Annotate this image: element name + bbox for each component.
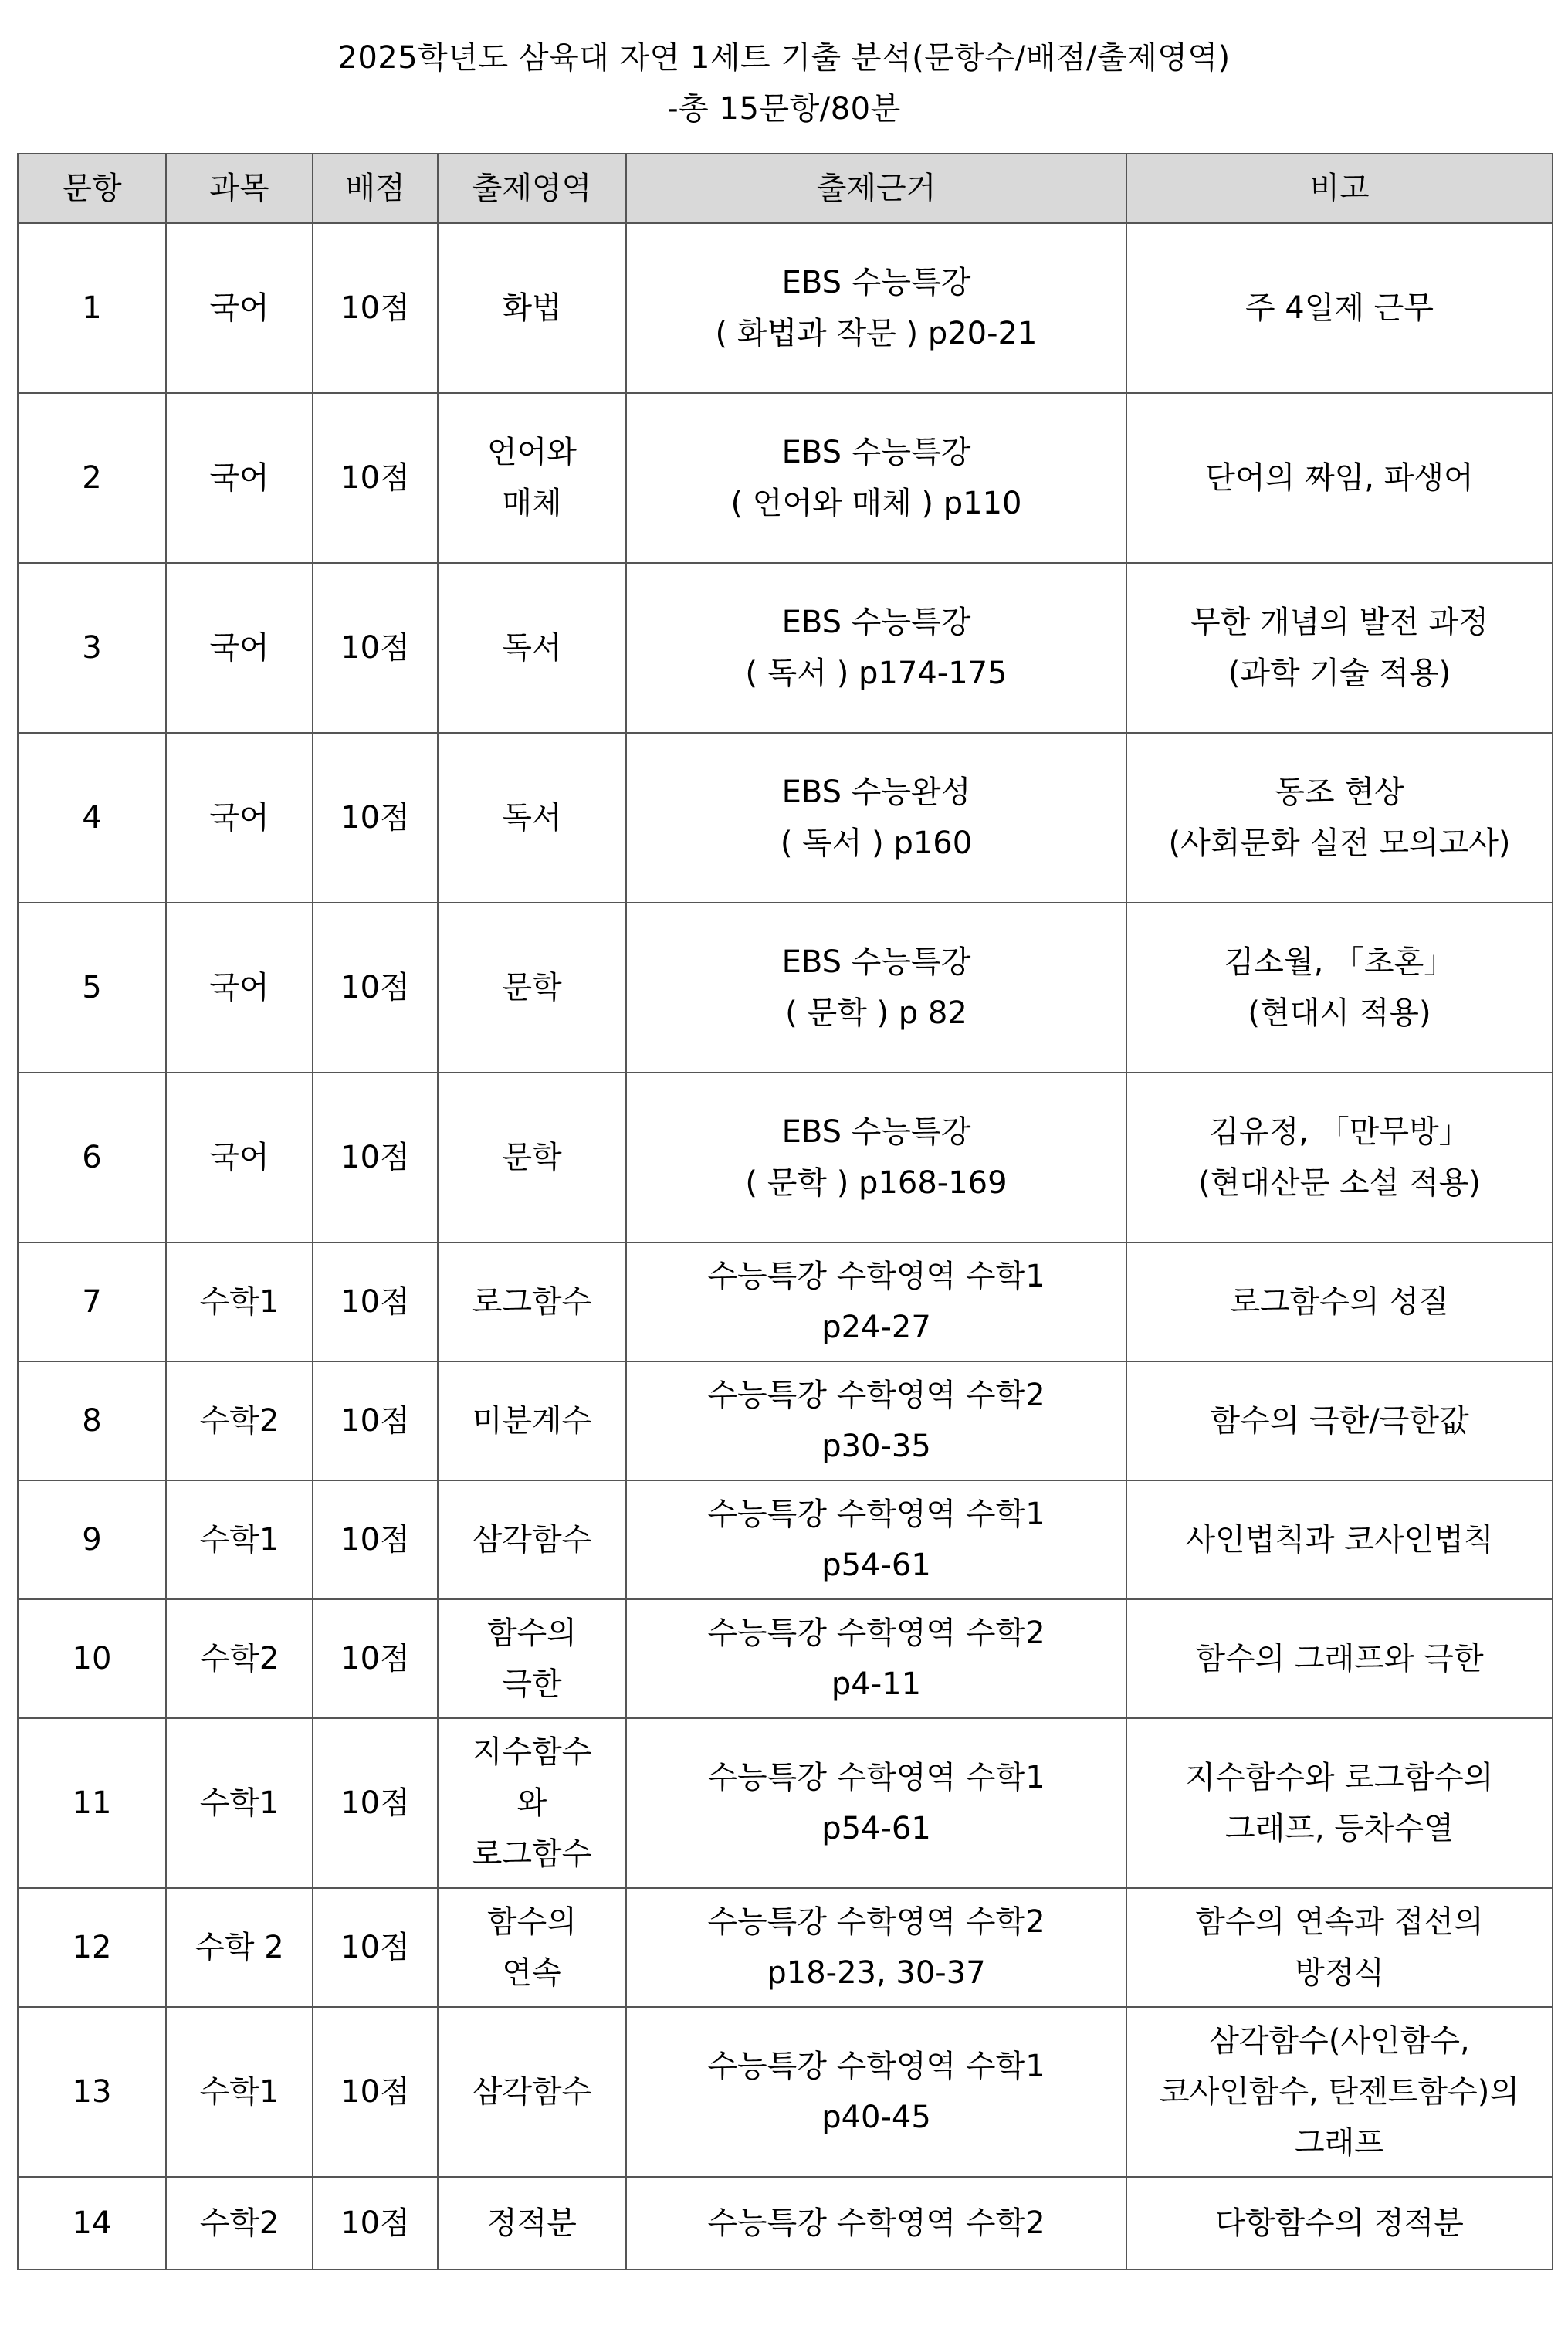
cell-score: 10점 — [313, 733, 438, 903]
cell-number: 2 — [18, 393, 166, 563]
header-note: 비고 — [1126, 154, 1553, 223]
cell-note-line: 지수함수와 로그함수의 — [1185, 1760, 1494, 1795]
cell-subject: 수학1 — [166, 1242, 313, 1361]
cell-score: 10점 — [313, 903, 438, 1073]
cell-note-line: 그래프, 등차수열 — [1225, 1811, 1454, 1846]
cell-source-line: ( 독서 ) p174-175 — [745, 656, 1008, 691]
cell-note — [1126, 1480, 1553, 1599]
table-row — [18, 903, 1553, 1073]
cell-area — [438, 1242, 626, 1361]
cell-area-line: 극한 — [502, 1666, 562, 1702]
cell-area — [438, 223, 626, 393]
cell-note-line: 동조 현상 — [1275, 775, 1404, 810]
cell-source-line: p24-27 — [821, 1310, 931, 1345]
table-row — [18, 1888, 1553, 2007]
cell-source-line: p54-61 — [821, 1811, 931, 1846]
cell-area-line: 언어와 — [487, 435, 577, 470]
cell-source-line: EBS 수능특강 — [781, 944, 971, 980]
cell-source — [626, 1073, 1126, 1242]
table-row — [18, 563, 1553, 733]
cell-number: 8 — [18, 1361, 166, 1480]
cell-score: 10점 — [313, 1599, 438, 1718]
cell-source-line: ( 화법과 작문 ) p20-21 — [715, 316, 1038, 351]
cell-area-line: 화법 — [502, 290, 562, 326]
cell-number: 14 — [18, 2177, 166, 2270]
cell-source-line: EBS 수능특강 — [781, 435, 971, 470]
cell-source-line: p18-23, 30-37 — [767, 1955, 986, 1991]
cell-area-line: 지수함수 — [472, 1734, 592, 1770]
cell-note-line: 사인법칙과 코사인법칙 — [1185, 1522, 1494, 1558]
cell-number: 11 — [18, 1718, 166, 1888]
cell-note — [1126, 1599, 1553, 1718]
cell-note-line: 다항함수의 정적분 — [1215, 2205, 1464, 2241]
cell-area-line: 연속 — [502, 1955, 562, 1991]
cell-source-line: EBS 수능특강 — [781, 1114, 971, 1150]
cell-number: 10 — [18, 1599, 166, 1718]
table-row — [18, 1361, 1553, 1480]
cell-note-line: 김소월, 「초혼」 — [1224, 944, 1455, 980]
cell-score: 10점 — [313, 1242, 438, 1361]
cell-note-line: 코사인함수, 탄젠트함수)의 — [1159, 2074, 1520, 2110]
cell-source-line: 수능특강 수학영역 수학1 — [707, 2049, 1045, 2084]
cell-area-line: 함수의 — [487, 1904, 577, 1940]
header-row — [18, 154, 1553, 223]
cell-source-line: ( 문학 ) p 82 — [785, 995, 967, 1031]
cell-number: 3 — [18, 563, 166, 733]
cell-note-line: 단어의 짜임, 파생어 — [1205, 460, 1474, 496]
cell-number: 5 — [18, 903, 166, 1073]
cell-source — [626, 1888, 1126, 2007]
cell-note — [1126, 1361, 1553, 1480]
cell-source — [626, 563, 1126, 733]
cell-source-line: EBS 수능특강 — [781, 265, 971, 300]
cell-note-line: 주 4일제 근무 — [1245, 290, 1434, 326]
cell-source-line: EBS 수능완성 — [781, 775, 971, 810]
cell-subject: 수학2 — [166, 2177, 313, 2270]
cell-area — [438, 563, 626, 733]
table-row — [18, 1480, 1553, 1599]
cell-area — [438, 1599, 626, 1718]
cell-area-line: 정적분 — [487, 2205, 577, 2241]
cell-subject: 수학1 — [166, 1480, 313, 1599]
cell-area — [438, 2177, 626, 2270]
cell-area-line: 문학 — [502, 970, 562, 1005]
cell-subject: 국어 — [166, 903, 313, 1073]
cell-area — [438, 2007, 626, 2177]
cell-area — [438, 733, 626, 903]
cell-subject: 국어 — [166, 1073, 313, 1242]
header-source: 출제근거 — [626, 154, 1126, 223]
cell-note-line: 로그함수의 성질 — [1230, 1284, 1449, 1320]
cell-score: 10점 — [313, 223, 438, 393]
cell-subject: 수학2 — [166, 1361, 313, 1480]
cell-score: 10점 — [313, 1361, 438, 1480]
cell-number: 6 — [18, 1073, 166, 1242]
cell-area — [438, 1361, 626, 1480]
cell-source-line: ( 언어와 매체 ) p110 — [730, 486, 1022, 521]
cell-source — [626, 223, 1126, 393]
header-area: 출제영역 — [438, 154, 626, 223]
cell-source — [626, 1361, 1126, 1480]
cell-area — [438, 1888, 626, 2007]
table-row — [18, 1599, 1553, 1718]
table-row — [18, 1073, 1553, 1242]
cell-source-line: 수능특강 수학영역 수학1 — [707, 1259, 1045, 1294]
cell-subject: 수학1 — [166, 1718, 313, 1888]
cell-note — [1126, 223, 1553, 393]
cell-note-line: (현대산문 소설 적용) — [1198, 1165, 1481, 1201]
cell-area — [438, 393, 626, 563]
cell-source-line: 수능특강 수학영역 수학2 — [707, 1378, 1045, 1413]
cell-source — [626, 2177, 1126, 2270]
cell-score: 10점 — [313, 1718, 438, 1888]
table-row — [18, 1242, 1553, 1361]
cell-note-line: (사회문화 실전 모의고사) — [1168, 825, 1511, 861]
cell-source — [626, 1718, 1126, 1888]
cell-area — [438, 1073, 626, 1242]
cell-source — [626, 903, 1126, 1073]
cell-subject: 국어 — [166, 733, 313, 903]
header-subject: 과목 — [166, 154, 313, 223]
cell-source — [626, 1242, 1126, 1361]
cell-area-line: 로그함수 — [472, 1836, 592, 1872]
cell-note-line: (현대시 적용) — [1248, 995, 1431, 1031]
cell-note — [1126, 563, 1553, 733]
table-row — [18, 2177, 1553, 2270]
cell-source-line: p54-61 — [821, 1548, 931, 1583]
cell-source — [626, 733, 1126, 903]
header-score: 배점 — [313, 154, 438, 223]
cell-score: 10점 — [313, 2007, 438, 2177]
cell-score: 10점 — [313, 2177, 438, 2270]
cell-source — [626, 2007, 1126, 2177]
cell-note-line: 함수의 연속과 접선의 — [1195, 1904, 1484, 1940]
cell-note-line: 그래프 — [1295, 2125, 1384, 2161]
exam-analysis-table — [17, 153, 1553, 2270]
cell-number: 13 — [18, 2007, 166, 2177]
cell-area-line: 함수의 — [487, 1615, 577, 1651]
cell-note — [1126, 1888, 1553, 2007]
cell-number: 12 — [18, 1888, 166, 2007]
cell-area-line: 삼각함수 — [472, 2074, 592, 2110]
cell-area — [438, 903, 626, 1073]
cell-source — [626, 1599, 1126, 1718]
cell-area — [438, 1718, 626, 1888]
cell-subject: 국어 — [166, 393, 313, 563]
cell-number: 4 — [18, 733, 166, 903]
cell-note-line: 함수의 극한/극한값 — [1210, 1403, 1469, 1439]
cell-note — [1126, 2177, 1553, 2270]
cell-source-line: p4-11 — [831, 1666, 922, 1702]
cell-area-line: 매체 — [502, 486, 562, 521]
cell-number: 9 — [18, 1480, 166, 1599]
cell-source-line: p30-35 — [821, 1429, 931, 1464]
table-row — [18, 1718, 1553, 1888]
cell-note-line: 삼각함수(사인함수, — [1209, 2023, 1470, 2059]
cell-source — [626, 1480, 1126, 1599]
title-line-2: -총 15문항/80분 — [667, 91, 901, 127]
cell-source-line: EBS 수능특강 — [781, 605, 971, 640]
cell-source-line: 수능특강 수학영역 수학2 — [707, 2205, 1045, 2241]
cell-note-line: 함수의 그래프와 극한 — [1195, 1641, 1484, 1676]
cell-note — [1126, 2007, 1553, 2177]
cell-area-line: 로그함수 — [472, 1284, 592, 1320]
table-row — [18, 733, 1553, 903]
cell-area-line: 문학 — [502, 1140, 562, 1175]
cell-score: 10점 — [313, 563, 438, 733]
table-row — [18, 223, 1553, 393]
cell-score: 10점 — [313, 1073, 438, 1242]
cell-note — [1126, 1718, 1553, 1888]
cell-note — [1126, 393, 1553, 563]
cell-note-line: (과학 기술 적용) — [1228, 656, 1451, 691]
cell-note — [1126, 903, 1553, 1073]
cell-score: 10점 — [313, 1888, 438, 2007]
cell-area — [438, 1480, 626, 1599]
cell-note-line: 김유정, 「만무방」 — [1209, 1114, 1470, 1150]
cell-subject: 수학 2 — [166, 1888, 313, 2007]
cell-area-line: 와 — [516, 1785, 547, 1821]
cell-note — [1126, 1073, 1553, 1242]
cell-source-line: ( 문학 ) p168-169 — [745, 1165, 1008, 1201]
cell-note — [1126, 733, 1553, 903]
cell-source-line: p40-45 — [821, 2100, 931, 2135]
cell-number: 7 — [18, 1242, 166, 1361]
table-row — [18, 2007, 1553, 2177]
cell-subject: 국어 — [166, 563, 313, 733]
cell-source — [626, 393, 1126, 563]
header-number: 문항 — [18, 154, 166, 223]
cell-area-line: 삼각함수 — [472, 1522, 592, 1558]
cell-source-line: 수능특강 수학영역 수학1 — [707, 1497, 1045, 1532]
cell-score: 10점 — [313, 1480, 438, 1599]
cell-area-line: 미분계수 — [472, 1403, 592, 1439]
cell-note-line: 방정식 — [1295, 1955, 1384, 1991]
table-row — [18, 393, 1553, 563]
cell-area-line: 독서 — [502, 630, 562, 666]
title-line-1: 2025학년도 삼육대 자연 1세트 기출 분석(문항수/배점/출제영역) — [337, 40, 1231, 76]
cell-area-line: 독서 — [502, 800, 562, 836]
cell-note-line: 무한 개념의 발전 과정 — [1190, 605, 1488, 640]
cell-subject: 수학1 — [166, 2007, 313, 2177]
cell-number: 1 — [18, 223, 166, 393]
cell-subject: 국어 — [166, 223, 313, 393]
cell-source-line: 수능특강 수학영역 수학2 — [707, 1904, 1045, 1940]
cell-source-line: 수능특강 수학영역 수학1 — [707, 1760, 1045, 1795]
cell-source-line: 수능특강 수학영역 수학2 — [707, 1615, 1045, 1651]
cell-subject: 수학2 — [166, 1599, 313, 1718]
cell-source-line: ( 독서 ) p160 — [780, 825, 973, 861]
cell-score: 10점 — [313, 393, 438, 563]
cell-note — [1126, 1242, 1553, 1361]
document-title — [0, 32, 1568, 134]
